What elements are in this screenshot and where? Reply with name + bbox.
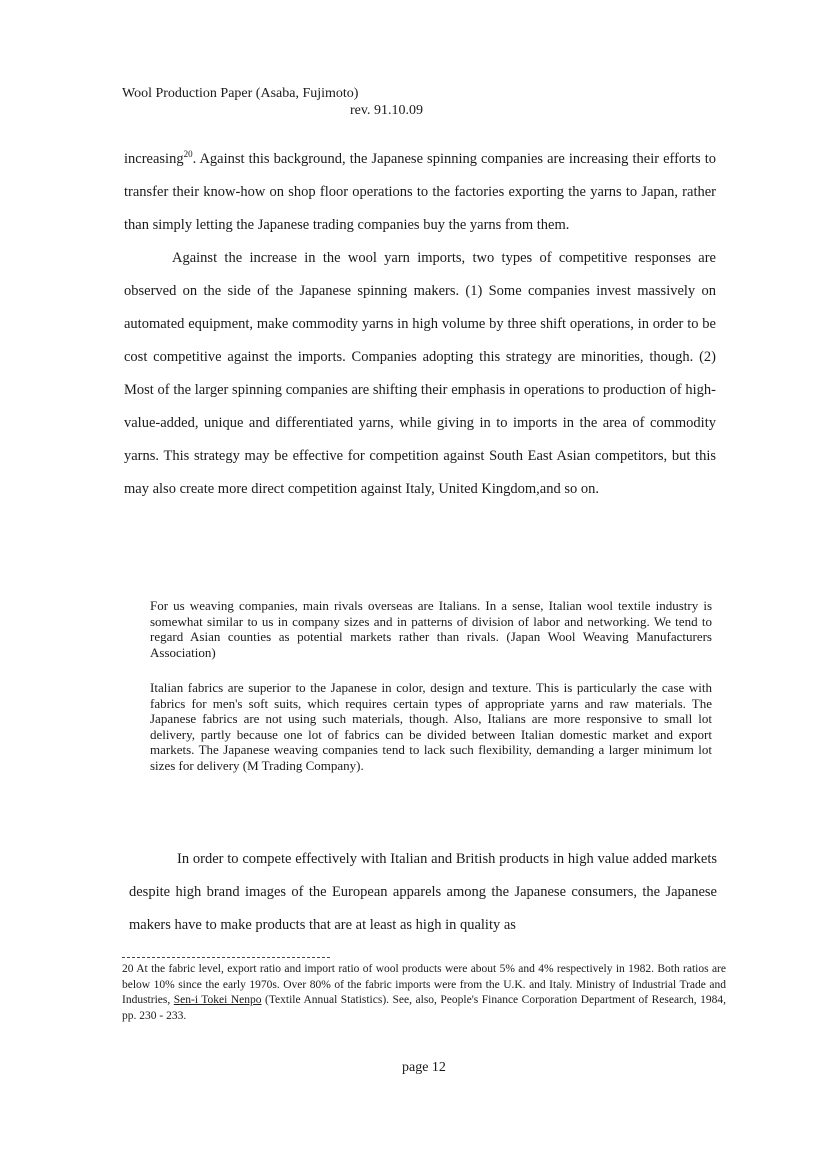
paragraph-rest: . Against this background, the Japanese spinning companies are increasing their efforts to transfer their know-how on shop floor operations to the factories exporting the yarns to Japan, rather than simply letting the Japanese trading companies buy the yarns from them.: [124, 151, 716, 233]
footnote: [122, 962, 726, 1024]
paragraph-lead: increasing: [124, 151, 184, 167]
page-number: page 12: [402, 1060, 446, 1075]
page-header: [122, 85, 423, 119]
footnote-text-after: (Textile Annual Statistics). See, also, People's Finance Corporation Department of Research, 1984, pp. 230 - 233.: [122, 994, 726, 1022]
paragraph-continuation: [124, 143, 716, 242]
body-bottom: [129, 843, 717, 942]
paragraph-competitive-responses: Against the increase in the wool yarn imports, two types of competitive responses are observed on the side of the Japanese spinning makers. (1) Some companies invest massively on automated equipment, make commodity yarns in high volume by three shift operations, in order to be cost competitive against the imports. Companies adopting this strategy are minorities, though. (2) Most of the larger spinning companies are shifting their emphasis in operations to production of high-value-added, unique and differentiated yarns, while giving in to imports in the area of commodity yarns. This strategy may be effective for competition against South East Asian competitors, but this may also create more direct competition against Italy, United Kingdom,and so on.: [124, 250, 716, 497]
quote-trading-company: Italian fabrics are superior to the Japanese in color, design and texture. This is particularly the case with fabrics for men's soft suits, which requires certain types of appropriate yarns and raw materials. The Japanese fabrics are not using such materials, though. Also, Italians are more responsive to small lot delivery, partly because one lot of fabrics can be divided between Italian domestic market and export markets. The Japanese weaving companies tend to lack such flexibility, demanding a larger minimum lot sizes for delivery (M Trading Company).: [150, 680, 712, 773]
footnote-ref: 20: [183, 149, 193, 160]
header-title: Wool Production Paper (Asaba, Fujimoto): [122, 86, 359, 101]
footnote-underlined-title: Sen-i Tokei Nenpo: [173, 994, 262, 1006]
body-top: [124, 143, 716, 506]
quote-weaving-association: For us weaving companies, main rivals overseas are Italians. In a sense, Italian wool textile industry is somewhat similar to us in company sizes and in patterns of division of labor and networking. We tend to regard Asian counties as potential markets rather than rivals. (Japan Wool Weaving Manufacturers Association): [150, 598, 712, 660]
footnote-divider: [122, 957, 330, 958]
footnote-number: 20: [122, 963, 134, 975]
paragraph-compete-effectively: In order to compete effectively with Italian and British products in high value added markets despite high brand images of the European apparels among the Japanese consumers, the Japanese makers have to make products that are at least as high in quality as: [129, 851, 717, 933]
header-revision: rev. 91.10.09: [350, 103, 423, 118]
footnote-text-before: At the fabric level, export ratio and import ratio of wool products were about 5% and 4% respectively in 1982. Both ratios are below 10% since the early 1970s. Over 80% of the fabric imports were from the U.K. and Italy. Ministry of Industrial Trade and Industries,: [122, 963, 726, 1006]
